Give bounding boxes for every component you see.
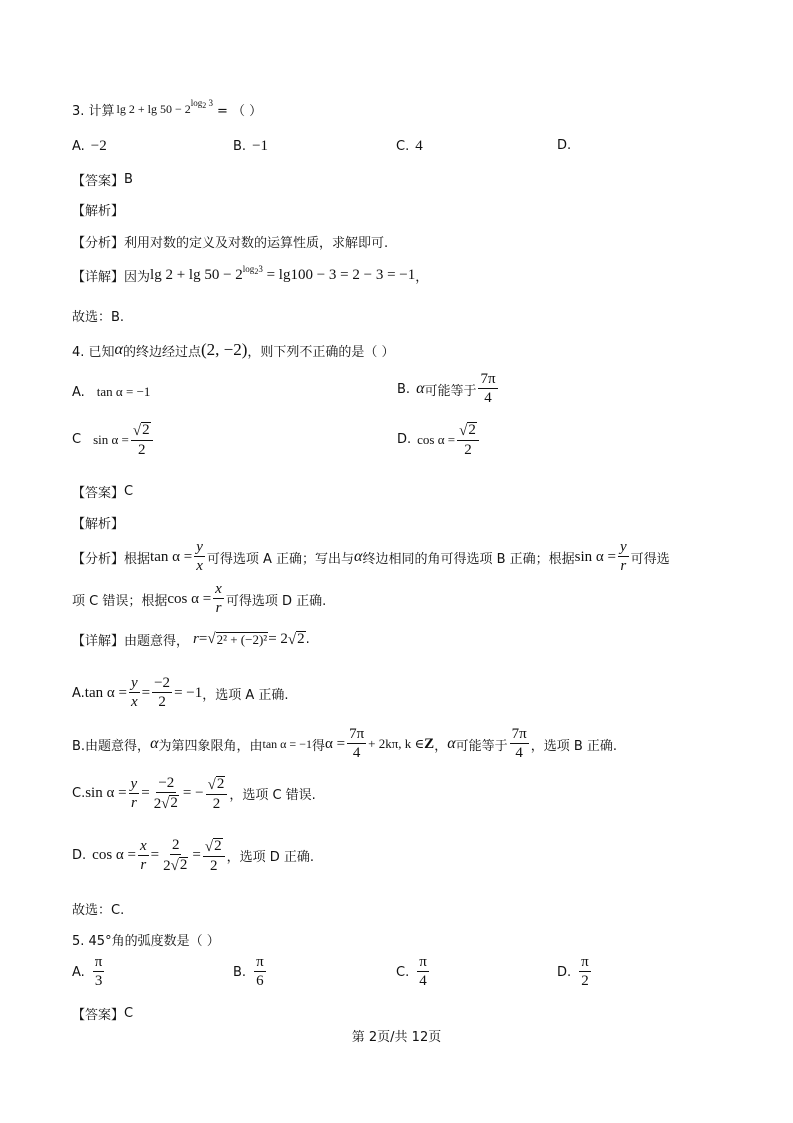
q4-analysis-label: 【解析】 xyxy=(72,517,125,532)
q5-option-b: B. $\frac{\pi}{6}$ xyxy=(233,954,264,989)
q4-choose: 故选：C. xyxy=(72,903,125,918)
q4-option-c-fraction: √ 2 2 xyxy=(131,422,153,458)
q4-option-b: B. α 可能等于 $\frac{7\pi}{4}$ xyxy=(397,371,496,406)
q5-answer: 【答案】 C xyxy=(72,1006,134,1023)
q4-line-a: A. tan α = $\frac{y}{x}$ = $\frac{-2}{2}$ = −1 ，选项 A 正确. xyxy=(72,675,289,710)
q4-line-c: C. sin α = $\frac{y}{r}$ = −2 2 √ 2 = − √ 2 2 ，选项 C 错误. xyxy=(72,775,316,812)
q3-xiangjie: 【详解】 因为 $\lg 2 + \lg 50 - 2^{log_23} = \lg 100 - 3 = 2 - 3 = -1$ ， xyxy=(72,264,429,285)
q4-option-c: C sin α = √ 2 2 xyxy=(72,422,155,458)
q5-option-d: D. $\frac{\pi}{2}$ xyxy=(557,954,589,989)
q5-option-a: A. $\frac{\pi}{3}$ xyxy=(72,954,103,989)
q3-analysis-label: 【解析】 xyxy=(72,204,125,219)
q4-option-d: D. cos α = √ 2 2 xyxy=(397,422,481,458)
q4-line-d: D. cos α = $\frac{x}{r}$ = 2 2 √ 2 = √ 2 2 ，选项 D 正确. xyxy=(72,837,314,874)
q3-xiangjie-expression: $\lg 2 + \lg 50 - 2^{log_23} = \lg 100 - 3 = 2 - 3 = -1$ xyxy=(150,264,416,283)
q4-xiangjie: 【详解】 由题意得， r = √ 2² + (−2)² = 2 √ 2 . xyxy=(72,631,310,649)
q4-option-d-fraction: √ 2 2 xyxy=(457,422,479,458)
q3-option-a: A. −2 xyxy=(72,138,107,154)
q4-stem: 4. 已知 α 的终边经过点 (2, −2) ，则下列不正确的是（ ） xyxy=(72,340,395,360)
q3-option-c: C. 4 xyxy=(396,138,423,154)
q4-option-a: A. tan α = −1 xyxy=(72,384,151,400)
q4-answer: 【答案】 C xyxy=(72,484,134,501)
q3-option-b: B. −1 xyxy=(233,138,269,154)
q4-fenxi-line2: 项 C 错误；根据 cos α = $\frac{x}{r}$ 可得选项 D 正确. xyxy=(72,581,327,616)
q3-fenxi: 【分析】 利用对数的定义及对数的运算性质，求解即可. xyxy=(72,236,389,251)
q3-expression: $\lg 2 + \lg 50 - 2^{log_2 3}$ xyxy=(116,98,214,116)
q4-option-b-fraction: $\frac{7\pi}{4}$ xyxy=(480,371,496,406)
q3-option-d: D. xyxy=(557,138,572,153)
q4-fenxi-line1: 【分析】 根据 tan α = $\frac{y}{x}$ 可得选项 A 正确；写出与 α 终边相同的角可得选项 B 正确；根据 sin α = $\frac{y}{r}$ 可得选 xyxy=(72,539,670,574)
page-footer: 第 2页/共 12页 xyxy=(351,1030,442,1045)
q5-option-c: C. $\frac{\pi}{4}$ xyxy=(396,954,427,989)
q4-line-b: B.由题意得， α 为第四象限角，由 tan α = −1 得 α = $\frac{7\pi}{4}$ + 2kπ, k ∈ Z ， α 可能等于 $\frac{7\pi}{4}$ ，选项 B 正确. xyxy=(72,726,618,761)
q3-stem: 3. 计算 $\lg 2 + \lg 50 - 2^{log_2 3}$ = （ ） xyxy=(72,98,263,119)
q3-answer: 【答案】 B xyxy=(72,172,133,189)
q5-stem: 5. 45°角的弧度数是（ ） xyxy=(72,934,220,949)
q3-choose: 故选：B. xyxy=(72,310,125,325)
q4-radius-sqrt: √ 2² + (−2)² xyxy=(207,631,268,648)
